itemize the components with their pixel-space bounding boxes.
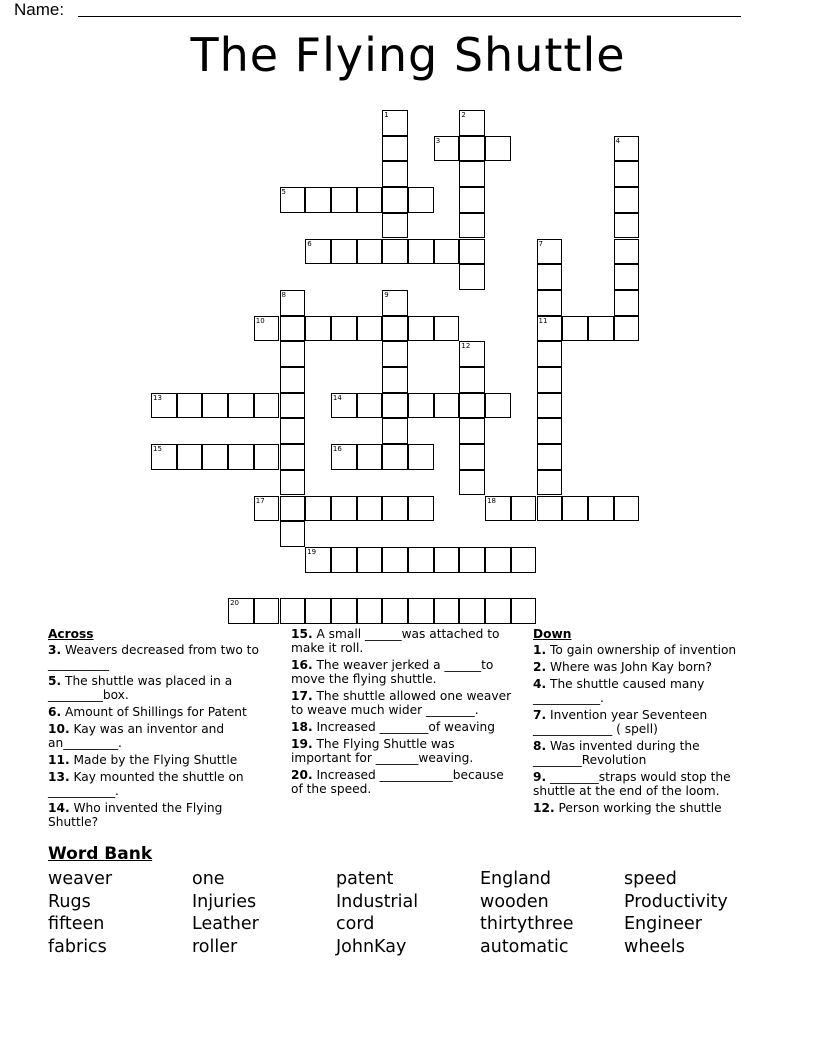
clue-text: Invention year Seventeen _____________ ( spell) [533, 708, 708, 736]
crossword-cell[interactable] [408, 547, 434, 573]
word-bank-item: fifteen [48, 914, 105, 934]
crossword-cell[interactable] [562, 496, 588, 522]
crossword-cell[interactable] [537, 393, 563, 419]
crossword-cell[interactable] [459, 136, 485, 162]
clue-text: Increased ____________because of the speed. [291, 768, 504, 796]
clue-number: 3 [435, 136, 441, 145]
crossword-cell[interactable] [537, 316, 563, 342]
clue-text: Weavers decreased from two to __________ [48, 643, 259, 671]
crossword-cell[interactable] [177, 444, 203, 470]
across-clues-column-2 [291, 627, 516, 799]
crossword-cell[interactable] [511, 496, 537, 522]
crossword-cell[interactable] [434, 393, 460, 419]
crossword-cell[interactable] [382, 161, 408, 187]
crossword-cell[interactable] [254, 316, 280, 342]
crossword-cell[interactable] [331, 187, 357, 213]
crossword-cell[interactable] [614, 136, 640, 162]
crossword-cell[interactable] [331, 316, 357, 342]
clue-number-label: 10. [48, 722, 70, 736]
clue-item [48, 722, 270, 750]
crossword-cell[interactable] [357, 598, 383, 624]
clue-number: 10 [255, 316, 265, 325]
crossword-cell[interactable] [408, 496, 434, 522]
crossword-cell[interactable] [511, 547, 537, 573]
crossword-cell[interactable] [459, 418, 485, 444]
clue-number-label: 9. [533, 770, 547, 784]
clue-number: 5 [281, 188, 286, 197]
clue-item [48, 643, 270, 671]
word-bank-item: one [192, 869, 225, 889]
crossword-cell[interactable] [408, 239, 434, 265]
crossword-cell[interactable] [537, 239, 563, 265]
clue-number-label: 15. [291, 627, 313, 641]
clue-number-label: 13. [48, 770, 70, 784]
clue-item [48, 753, 270, 767]
crossword-cell[interactable] [357, 496, 383, 522]
word-bank-item: Industrial [336, 891, 419, 912]
crossword-cell[interactable] [408, 187, 434, 213]
clue-text: The shuttle was placed in a _________box. [48, 674, 233, 702]
crossword-cell[interactable] [588, 316, 614, 342]
across-heading: Across [48, 627, 94, 641]
crossword-cell[interactable] [434, 316, 460, 342]
clue-text: Made by the Flying Shuttle [69, 753, 238, 767]
crossword-cell[interactable] [228, 444, 254, 470]
crossword-cell[interactable] [459, 187, 485, 213]
clue-item [533, 677, 761, 705]
crossword-cell[interactable] [280, 418, 306, 444]
crossword-cell[interactable] [280, 290, 306, 316]
crossword-cell[interactable] [614, 213, 640, 239]
crossword-cell[interactable] [614, 187, 640, 213]
clue-text: The shuttle allowed one weaver to weave much wider ________. [291, 689, 512, 717]
crossword-cell[interactable] [382, 418, 408, 444]
crossword-cell[interactable] [357, 393, 383, 419]
crossword-cell[interactable] [408, 393, 434, 419]
crossword-cell[interactable] [280, 393, 306, 419]
clue-number: 4 [615, 136, 621, 145]
crossword-cell[interactable] [511, 598, 537, 624]
clue-number-label: 12. [533, 801, 555, 815]
crossword-cell[interactable] [459, 598, 485, 624]
crossword-cell[interactable] [382, 316, 408, 342]
clue-item [533, 708, 761, 736]
crossword-cell[interactable] [459, 444, 485, 470]
crossword-cell[interactable] [408, 444, 434, 470]
clue-item [533, 739, 761, 767]
word-bank-item: fabrics [48, 936, 107, 957]
clue-number: 9 [384, 290, 389, 299]
crossword-cell[interactable] [382, 444, 408, 470]
crossword-cell[interactable] [434, 239, 460, 265]
clue-item [533, 643, 761, 657]
clue-number-label: 19. [291, 737, 313, 751]
clue-text: Where was John Kay born? [546, 660, 712, 674]
crossword-cell[interactable] [408, 316, 434, 342]
word-bank [48, 868, 788, 958]
clue-number-label: 4. [533, 677, 547, 691]
word-bank-item: Leather [192, 914, 259, 934]
crossword-cell[interactable] [485, 136, 511, 162]
crossword-cell[interactable] [614, 496, 640, 522]
crossword-cell[interactable] [254, 444, 280, 470]
clue-number-label: 14. [48, 801, 70, 815]
crossword-cell[interactable] [382, 136, 408, 162]
name-label: Name: [14, 0, 65, 19]
crossword-cell[interactable] [537, 470, 563, 496]
crossword-cell[interactable] [614, 239, 640, 265]
clue-item [291, 689, 516, 717]
crossword-cell[interactable] [382, 496, 408, 522]
clue-number-label: 1. [533, 643, 547, 657]
crossword-cell[interactable] [331, 496, 357, 522]
clue-item [533, 660, 761, 674]
crossword-cell[interactable] [254, 598, 280, 624]
crossword-cell[interactable] [537, 444, 563, 470]
clue-number: 2 [461, 111, 466, 119]
crossword-cell[interactable] [305, 316, 331, 342]
crossword-cell[interactable] [537, 496, 563, 522]
crossword-cell[interactable] [357, 187, 383, 213]
crossword-cell[interactable] [537, 367, 563, 393]
crossword-cell[interactable] [382, 341, 408, 367]
clue-number: 6 [307, 239, 312, 248]
clue-number: 1 [384, 111, 389, 119]
clue-number-label: 2. [533, 660, 547, 674]
crossword-cell[interactable] [459, 547, 485, 573]
crossword-cell[interactable] [254, 496, 280, 522]
clue-number-label: 8. [533, 739, 547, 753]
word-bank-item: England [480, 869, 552, 889]
clue-item [291, 768, 516, 796]
crossword-cell[interactable] [562, 316, 588, 342]
crossword-cell[interactable] [151, 444, 177, 470]
clue-text: The Flying Shuttle was important for _______weaving. [291, 737, 474, 765]
crossword-cell[interactable] [280, 187, 306, 213]
word-bank-item: cord [336, 914, 375, 934]
crossword-cell[interactable] [382, 187, 408, 213]
clue-number: 8 [281, 290, 286, 299]
word-bank-item: automatic [480, 936, 569, 957]
clue-text: Kay mounted the shuttle on ___________. [48, 770, 244, 798]
word-bank-item: thirtythree [480, 914, 574, 934]
word-bank-item: Engineer [624, 914, 702, 934]
word-bank-item: wheels [624, 936, 685, 957]
crossword-cell[interactable] [331, 239, 357, 265]
crossword-cell[interactable] [202, 393, 228, 419]
crossword-cell[interactable] [459, 110, 485, 136]
clue-number: 18 [487, 496, 497, 505]
clue-item [48, 801, 270, 829]
across-clues-column-1 [48, 627, 270, 832]
word-bank-item: patent [336, 869, 394, 889]
word-bank-item: weaver [48, 869, 113, 889]
clue-number-label: 5. [48, 674, 62, 688]
crossword-cell[interactable] [434, 547, 460, 573]
clue-number: 20 [230, 599, 240, 608]
crossword-cell[interactable] [331, 598, 357, 624]
clue-number: 15 [153, 445, 162, 454]
clue-number: 19 [307, 547, 317, 556]
crossword-cell[interactable] [382, 213, 408, 239]
crossword-cell[interactable] [434, 598, 460, 624]
clue-number-label: 11. [48, 753, 70, 767]
clue-item [291, 720, 516, 734]
crossword-cell[interactable] [382, 367, 408, 393]
crossword-cell[interactable] [459, 213, 485, 239]
crossword-cell[interactable] [485, 598, 511, 624]
clue-item [48, 705, 270, 719]
clue-item [291, 737, 516, 765]
crossword-cell[interactable] [305, 598, 331, 624]
crossword-cell[interactable] [382, 547, 408, 573]
clue-number-label: 16. [291, 658, 313, 672]
crossword-cell[interactable] [537, 418, 563, 444]
crossword-cell[interactable] [280, 521, 306, 547]
crossword-cell[interactable] [357, 316, 383, 342]
crossword-cell[interactable] [614, 316, 640, 342]
crossword-cell[interactable] [434, 136, 460, 162]
clue-number-label: 18. [291, 720, 313, 734]
crossword-cell[interactable] [382, 598, 408, 624]
clue-number-label: 17. [291, 689, 313, 703]
clue-number: 7 [538, 239, 543, 248]
crossword-cell[interactable] [459, 393, 485, 419]
clue-number: 11 [538, 316, 548, 325]
crossword-cell[interactable] [228, 598, 254, 624]
clue-number-label: 6. [48, 705, 62, 719]
word-bank-item: wooden [480, 891, 549, 912]
crossword-cell[interactable] [280, 316, 306, 342]
crossword-cell[interactable] [331, 547, 357, 573]
down-clues-column [533, 627, 761, 818]
crossword-cell[interactable] [588, 496, 614, 522]
crossword-cell[interactable] [228, 393, 254, 419]
crossword-cell[interactable] [305, 239, 331, 265]
crossword-cell[interactable] [537, 290, 563, 316]
clue-text: Was invented during the ________Revolution [533, 739, 700, 767]
crossword-cell[interactable] [280, 341, 306, 367]
crossword-cell[interactable] [254, 393, 280, 419]
crossword-cell[interactable] [280, 598, 306, 624]
crossword-cell[interactable] [305, 547, 331, 573]
clue-text: Person working the shuttle [554, 801, 722, 815]
word-bank-title: Word Bank [48, 844, 153, 864]
crossword-cell[interactable] [177, 393, 203, 419]
crossword-cell[interactable] [357, 444, 383, 470]
word-bank-item: Injuries [192, 891, 257, 912]
clue-number: 17 [255, 496, 265, 505]
crossword-cell[interactable] [280, 496, 306, 522]
clue-number-label: 20. [291, 768, 313, 782]
clue-text: Who invented the Flying Shuttle? [48, 801, 223, 829]
crossword-cell[interactable] [331, 444, 357, 470]
crossword-cell[interactable] [614, 290, 640, 316]
crossword-cell[interactable] [357, 547, 383, 573]
crossword-cell[interactable] [459, 470, 485, 496]
clue-number-label: 7. [533, 708, 547, 722]
crossword-cell[interactable] [614, 161, 640, 187]
crossword-cell[interactable] [280, 367, 306, 393]
clue-item [48, 770, 270, 798]
crossword-cell[interactable] [459, 341, 485, 367]
crossword-cell[interactable] [537, 341, 563, 367]
crossword-cell[interactable] [614, 264, 640, 290]
crossword-cell[interactable] [485, 393, 511, 419]
clue-number: 13 [153, 393, 162, 402]
clue-item [533, 801, 761, 815]
crossword-cell[interactable] [459, 239, 485, 265]
crossword-cell[interactable] [305, 496, 331, 522]
crossword-cell[interactable] [280, 444, 306, 470]
crossword-cell[interactable] [537, 264, 563, 290]
crossword-cell[interactable] [459, 161, 485, 187]
clue-item [291, 627, 516, 655]
crossword-cell[interactable] [151, 393, 177, 419]
clue-text: Kay was an inventor and an_________. [48, 722, 225, 750]
clue-text: The shuttle caused many ___________. [533, 677, 705, 705]
crossword-cell[interactable] [202, 444, 228, 470]
clue-text: The weaver jerked a ______to move the flying shuttle. [291, 658, 494, 686]
word-bank-item: Productivity [624, 891, 728, 912]
down-heading: Down [533, 627, 572, 641]
crossword-cell[interactable] [408, 598, 434, 624]
crossword-cell[interactable] [357, 239, 383, 265]
crossword-cell[interactable] [485, 547, 511, 573]
word-bank-item: roller [192, 936, 238, 957]
clue-text: ________straps would stop the shuttle at the end of the loom. [533, 770, 731, 798]
crossword-cell[interactable] [382, 239, 408, 265]
clue-item [291, 658, 516, 686]
clue-number: 16 [332, 445, 342, 454]
crossword-cell[interactable] [459, 264, 485, 290]
crossword-cell[interactable] [459, 367, 485, 393]
clue-number: 14 [332, 393, 342, 402]
crossword-cell[interactable] [485, 496, 511, 522]
clue-number-label: 3. [48, 643, 62, 657]
clue-number: 12 [461, 342, 471, 351]
crossword-cell[interactable] [382, 393, 408, 419]
word-bank-item: speed [624, 869, 677, 889]
crossword-cell[interactable] [305, 187, 331, 213]
word-bank-item: JohnKay [336, 936, 407, 957]
crossword-cell[interactable] [382, 110, 408, 136]
crossword-cell[interactable] [280, 470, 306, 496]
clue-item [533, 770, 761, 798]
word-bank-item: Rugs [48, 891, 91, 912]
clue-item [48, 674, 270, 702]
clue-text: A small ______was attached to make it roll. [291, 627, 500, 655]
clue-text: Increased ________of weaving [312, 720, 496, 734]
crossword-cell[interactable] [331, 393, 357, 419]
clue-text: To gain ownership of invention [546, 643, 737, 657]
page-title: The Flying Shuttle [190, 28, 626, 82]
crossword-cell[interactable] [382, 290, 408, 316]
clue-text: Amount of Shillings for Patent [61, 705, 247, 719]
